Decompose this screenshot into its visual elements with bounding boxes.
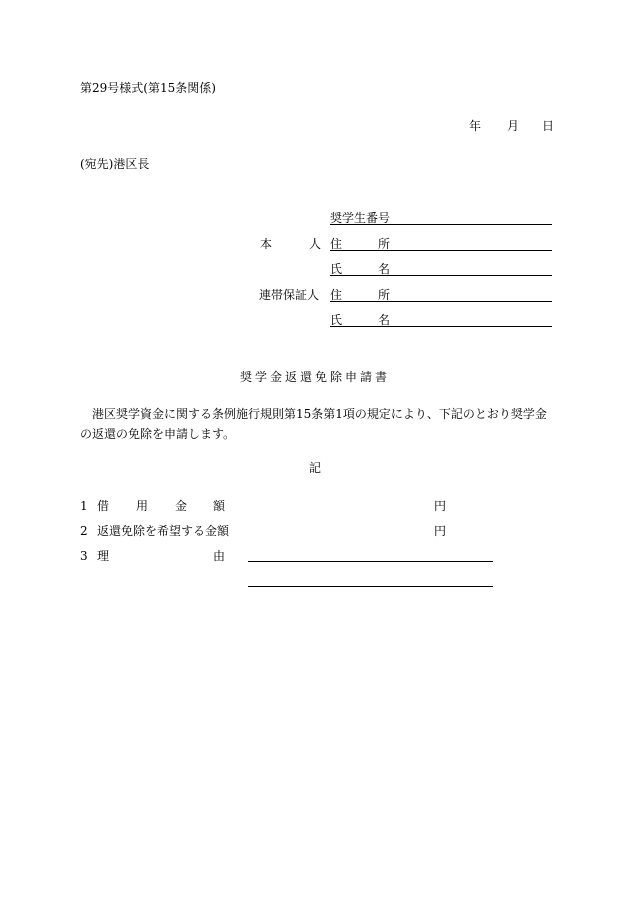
item1-char-2: 用 — [136, 499, 149, 513]
student-number-label: 奨学生番号 — [330, 211, 391, 225]
item3-char-1: 理 — [97, 549, 110, 563]
date-day-label: 日 — [542, 119, 555, 133]
addressee: (宛先)港区長 — [80, 157, 150, 171]
principal-label-left: 本 — [260, 237, 273, 251]
student-number-underline — [330, 224, 392, 225]
form-number: 第29号様式(第15条関係) — [80, 81, 216, 95]
item2-label: 返還免除を希望する金額 — [97, 524, 230, 538]
item1-char-1: 借 — [97, 499, 110, 513]
item1-char-4: 額 — [213, 499, 226, 513]
reason-field-line-2[interactable] — [248, 586, 493, 587]
principal-address-label-2: 所 — [378, 237, 391, 251]
reason-field-line-1[interactable] — [248, 561, 493, 562]
guarantor-name-label-2: 名 — [378, 313, 391, 327]
principal-name-label-2: 名 — [378, 262, 391, 276]
guarantor-address-label-1: 住 — [330, 288, 343, 302]
item3-number: 3 — [80, 549, 88, 563]
guarantor-address-field[interactable] — [330, 301, 552, 302]
guarantor-name-label-1: 氏 — [330, 313, 343, 327]
item1-unit: 円 — [434, 499, 447, 513]
principal-label-right: 人 — [309, 237, 322, 251]
item3-char-2: 由 — [213, 549, 226, 563]
date-month-label: 月 — [507, 119, 520, 133]
item2-unit: 円 — [434, 524, 447, 538]
item1-number: 1 — [80, 499, 88, 513]
guarantor-name-field[interactable] — [330, 326, 552, 327]
principal-address-label-1: 住 — [330, 237, 343, 251]
item2-number: 2 — [80, 524, 88, 538]
student-number-field[interactable] — [392, 224, 552, 225]
item1-char-3: 金 — [175, 499, 188, 513]
principal-name-label-1: 氏 — [330, 262, 343, 276]
body-text: 港区奨学資金に関する条例施行規則第15条第1項の規定により、下記のとおり奨学金の返還の免除を申請します。 — [80, 407, 547, 441]
guarantor-address-label-2: 所 — [378, 288, 391, 302]
ki-heading: 記 — [308, 461, 321, 475]
document-title: 奨学金返還免除申請書 — [239, 370, 390, 384]
principal-address-field[interactable] — [330, 250, 552, 251]
guarantor-label: 連帯保証人 — [259, 288, 320, 302]
principal-name-field[interactable] — [330, 275, 552, 276]
date-year-label: 年 — [469, 119, 482, 133]
